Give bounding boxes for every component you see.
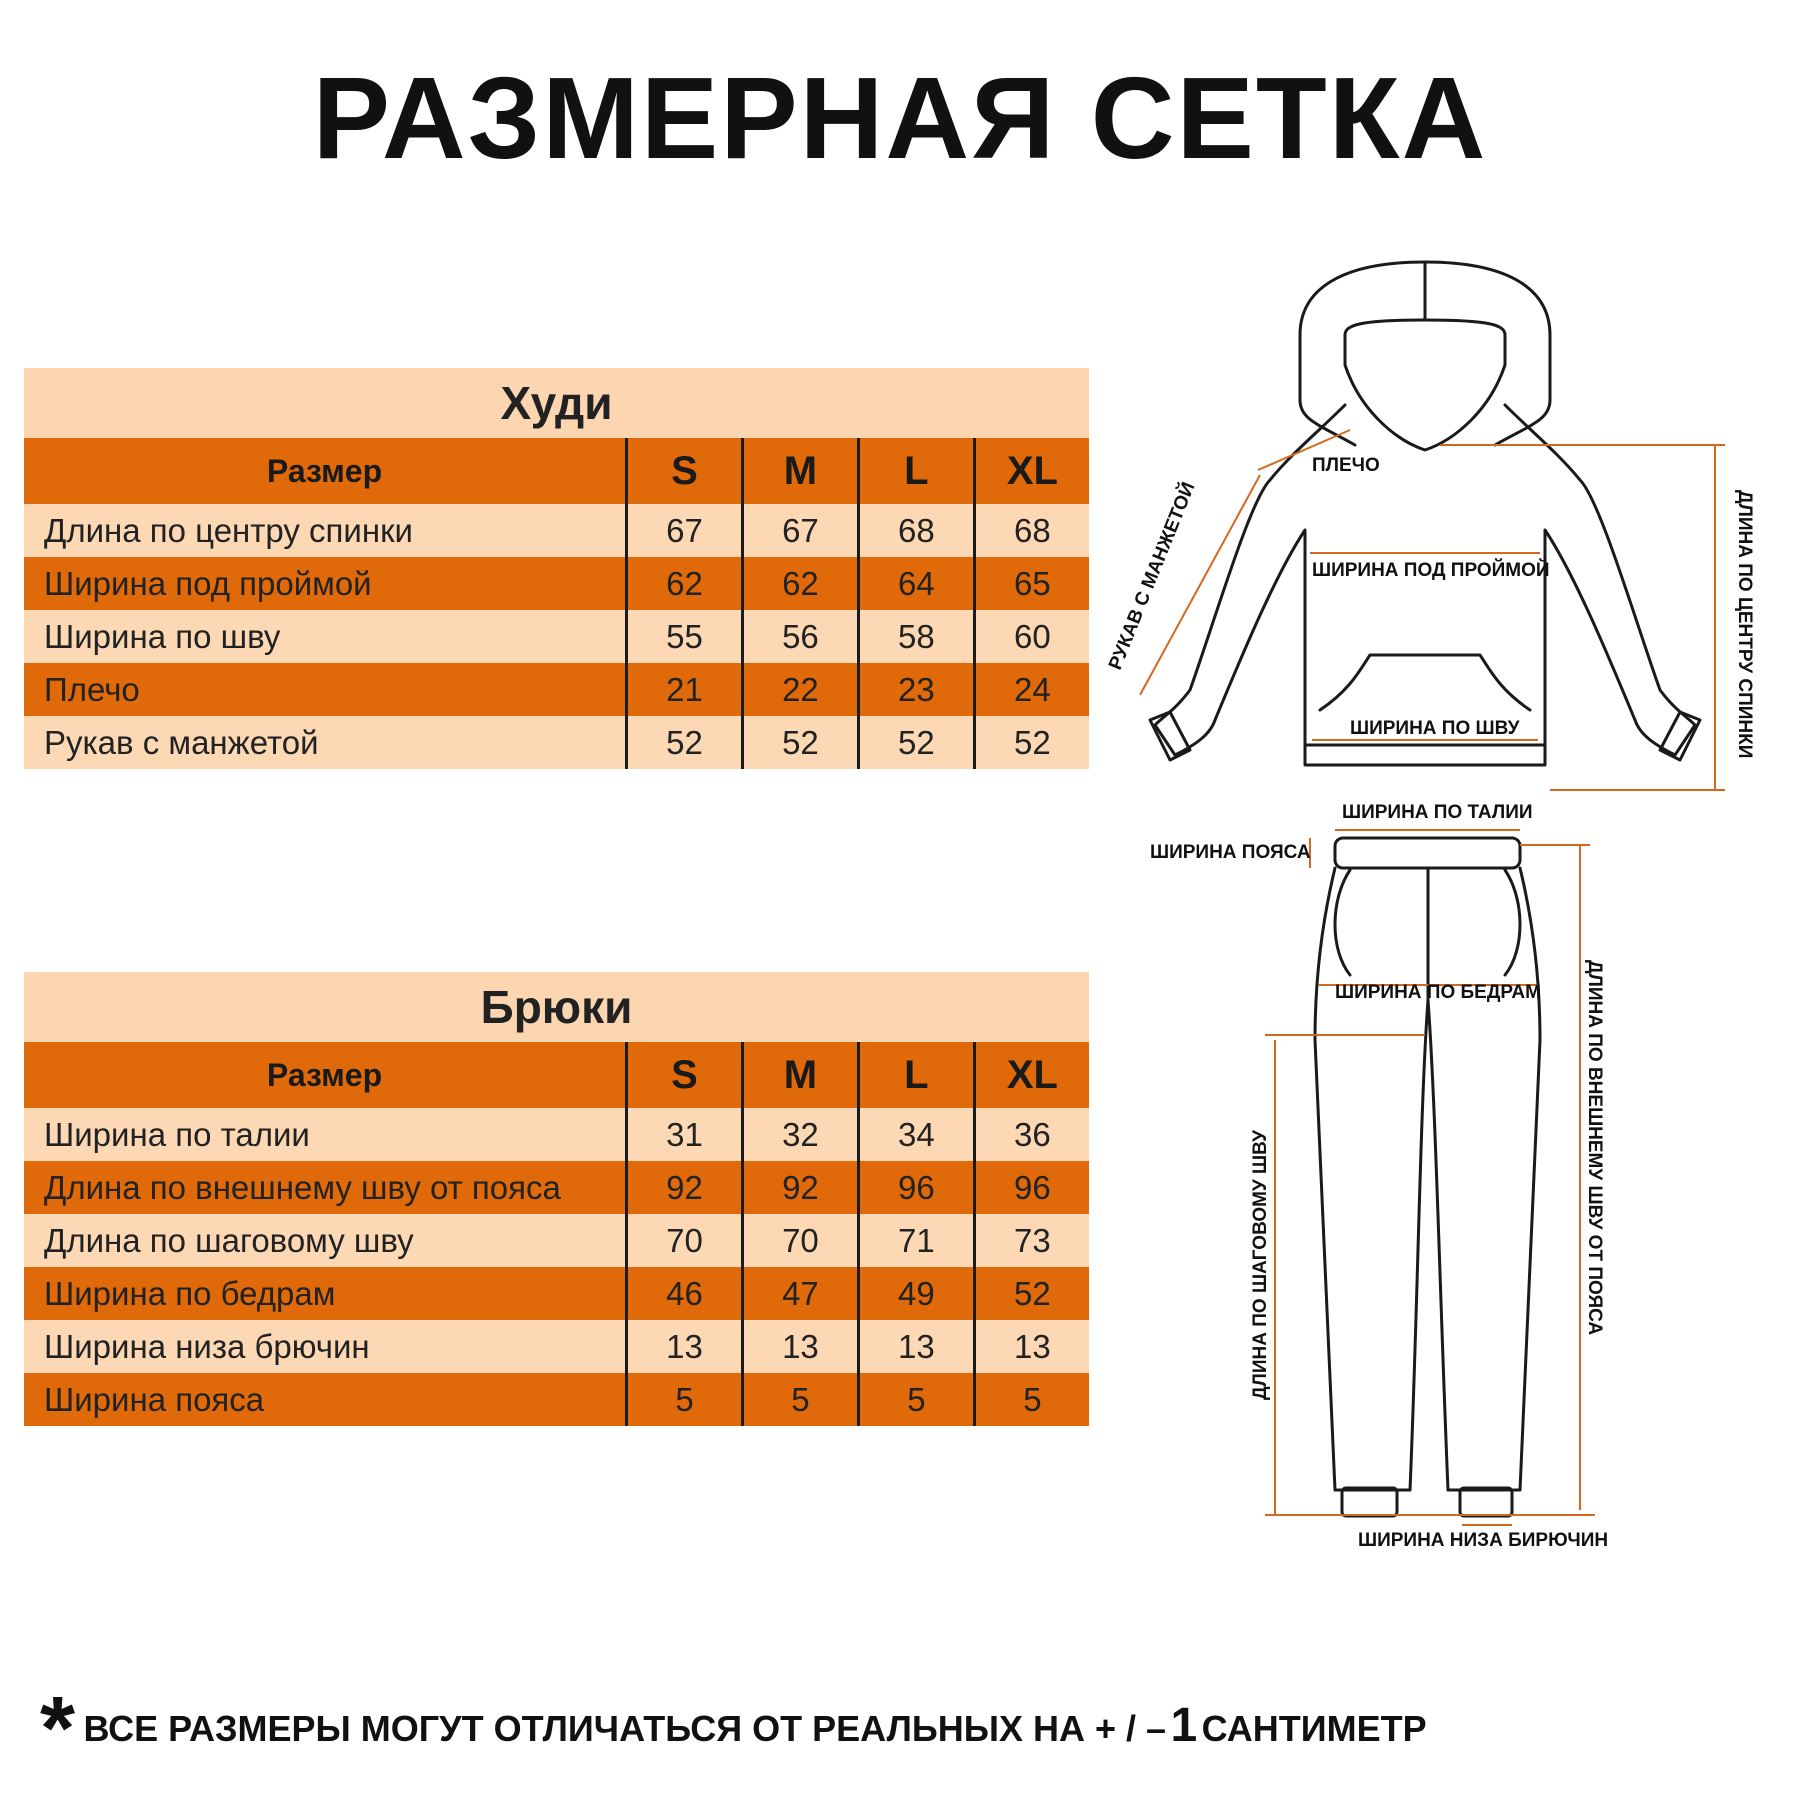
row-value: 22 bbox=[742, 663, 858, 716]
label-hoodie-length: ДЛИНА ПО ЦЕНТРУ СПИНКИ bbox=[1734, 490, 1755, 759]
label-sleeve: РУКАВ С МАНЖЕТОЙ bbox=[1105, 479, 1200, 673]
page-title: РАЗМЕРНАЯ СЕТКА bbox=[312, 53, 1488, 183]
size-header-label: Размер bbox=[24, 1042, 627, 1108]
row-value: 5 bbox=[858, 1373, 974, 1426]
hoodie-right-cuff bbox=[1660, 712, 1700, 760]
row-label: Плечо bbox=[24, 663, 627, 716]
row-value: 68 bbox=[974, 504, 1089, 557]
size-header-xl: XL bbox=[974, 1042, 1089, 1108]
size-header-m: M bbox=[742, 1042, 858, 1108]
footnote-number: 1 bbox=[1170, 1699, 1198, 1752]
pants-right-cuff bbox=[1460, 1488, 1512, 1516]
row-label: Ширина пояса bbox=[24, 1373, 627, 1426]
row-value: 13 bbox=[974, 1320, 1089, 1373]
row-value: 64 bbox=[858, 557, 974, 610]
row-value: 52 bbox=[858, 716, 974, 769]
row-value: 5 bbox=[974, 1373, 1089, 1426]
row-label: Длина по шаговому шву bbox=[24, 1214, 627, 1267]
row-value: 62 bbox=[742, 557, 858, 610]
row-value: 52 bbox=[627, 716, 743, 769]
label-leg-opening: ШИРИНА НИЗА БИРЮЧИН bbox=[1358, 1530, 1609, 1551]
row-value: 92 bbox=[627, 1161, 743, 1214]
row-value: 92 bbox=[742, 1161, 858, 1214]
hoodie-pocket bbox=[1320, 655, 1530, 710]
row-label: Длина по центру спинки bbox=[24, 504, 627, 557]
row-value: 71 bbox=[858, 1214, 974, 1267]
row-value: 67 bbox=[742, 504, 858, 557]
row-label: Ширина под проймой bbox=[24, 557, 627, 610]
label-chest: ШИРИНА ПОД ПРОЙМОЙ bbox=[1312, 560, 1550, 581]
pants-right-pocket bbox=[1505, 870, 1520, 975]
hoodie-hood-inner bbox=[1345, 320, 1505, 450]
row-value: 60 bbox=[974, 610, 1089, 663]
row-value: 46 bbox=[627, 1267, 743, 1320]
row-value: 70 bbox=[627, 1214, 743, 1267]
pants-left-cuff bbox=[1342, 1488, 1397, 1516]
hoodie-body bbox=[1155, 405, 1695, 765]
row-label: Ширина по шву bbox=[24, 610, 627, 663]
row-value: 67 bbox=[627, 504, 743, 557]
size-header-m: M bbox=[742, 438, 858, 504]
row-label: Ширина по бедрам bbox=[24, 1267, 627, 1320]
row-value: 52 bbox=[742, 716, 858, 769]
footnote bbox=[40, 1660, 1427, 1779]
size-header-s: S bbox=[627, 1042, 743, 1108]
row-value: 65 bbox=[974, 557, 1089, 610]
label-outseam: ДЛИНА ПО ВНЕШНЕМУ ШВУ ОТ ПОЯСА bbox=[1584, 960, 1605, 1336]
row-value: 13 bbox=[627, 1320, 743, 1373]
label-waist: ШИРИНА ПО ТАЛИИ bbox=[1342, 802, 1533, 823]
label-waistband: ШИРИНА ПОЯСА bbox=[1150, 842, 1311, 863]
label-inseam: ДЛИНА ПО ШАГОВОМУ ШВУ bbox=[1250, 1130, 1271, 1400]
hoodie-table-caption: Худи bbox=[24, 368, 1089, 438]
row-value: 36 bbox=[974, 1108, 1089, 1161]
row-value: 13 bbox=[858, 1320, 974, 1373]
row-value: 13 bbox=[742, 1320, 858, 1373]
asterisk: * bbox=[40, 1679, 76, 1779]
row-value: 96 bbox=[858, 1161, 974, 1214]
row-value: 5 bbox=[742, 1373, 858, 1426]
row-label: Рукав с манжетой bbox=[24, 716, 627, 769]
row-value: 24 bbox=[974, 663, 1089, 716]
row-label: Длина по внешнему шву от пояса bbox=[24, 1161, 627, 1214]
row-value: 55 bbox=[627, 610, 743, 663]
size-header-l: L bbox=[858, 1042, 974, 1108]
row-value: 96 bbox=[974, 1161, 1089, 1214]
size-header-label: Размер bbox=[24, 438, 627, 504]
row-label: Ширина по талии bbox=[24, 1108, 627, 1161]
row-value: 52 bbox=[974, 1267, 1089, 1320]
size-header-l: L bbox=[858, 438, 974, 504]
row-value: 23 bbox=[858, 663, 974, 716]
measurement-lines bbox=[1140, 430, 1725, 1525]
row-value: 73 bbox=[974, 1214, 1089, 1267]
row-value: 68 bbox=[858, 504, 974, 557]
row-value: 52 bbox=[974, 716, 1089, 769]
size-header-s: S bbox=[627, 438, 743, 504]
footnote-unit: САНТИМЕТР bbox=[1201, 1708, 1427, 1749]
label-hips: ШИРИНА ПО БЕДРАМ bbox=[1335, 982, 1541, 1003]
size-header-xl: XL bbox=[974, 438, 1089, 504]
pants-waistband bbox=[1335, 838, 1520, 868]
label-hem: ШИРИНА ПО ШВУ bbox=[1350, 718, 1520, 739]
label-shoulder: ПЛЕЧО bbox=[1312, 455, 1380, 476]
row-value: 70 bbox=[742, 1214, 858, 1267]
row-value: 56 bbox=[742, 610, 858, 663]
row-value: 47 bbox=[742, 1267, 858, 1320]
hoodie-left-cuff bbox=[1150, 712, 1190, 760]
row-value: 5 bbox=[627, 1373, 743, 1426]
pants-table-caption: Брюки bbox=[24, 972, 1089, 1042]
row-label: Ширина низа брючин bbox=[24, 1320, 627, 1373]
pants-left-pocket bbox=[1335, 870, 1350, 975]
row-value: 31 bbox=[627, 1108, 743, 1161]
footnote-text: ВСЕ РАЗМЕРЫ МОГУТ ОТЛИЧАТЬСЯ ОТ РЕАЛЬНЫХ НА + / – bbox=[83, 1708, 1167, 1749]
row-value: 62 bbox=[627, 557, 743, 610]
row-value: 32 bbox=[742, 1108, 858, 1161]
row-value: 21 bbox=[627, 663, 743, 716]
row-value: 58 bbox=[858, 610, 974, 663]
row-value: 34 bbox=[858, 1108, 974, 1161]
row-value: 49 bbox=[858, 1267, 974, 1320]
